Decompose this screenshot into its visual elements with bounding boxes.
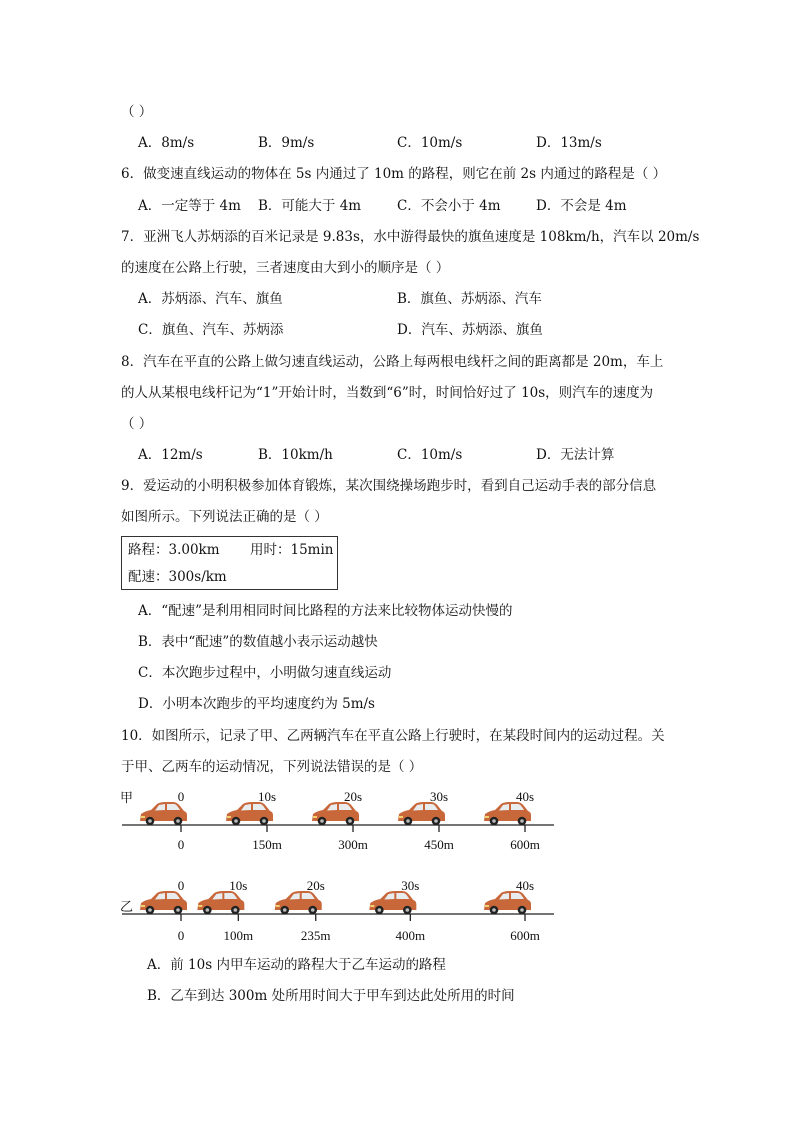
yi-distance-label: 0: [177, 928, 185, 943]
jia-time-label: 40s: [515, 789, 535, 804]
q5-tail: （ ）: [121, 104, 153, 120]
jia-time-label: 20s: [343, 789, 363, 804]
yi-distance-label: 235m: [300, 928, 331, 943]
q7-option-a[interactable]: A．苏炳添、汽车、旗鱼: [138, 291, 283, 307]
watch-time: 用时：15min: [250, 542, 334, 558]
yi-time-label: 20s: [306, 878, 325, 893]
yi-distance-label: 400m: [395, 928, 426, 943]
q7-option-c[interactable]: C．旗鱼、汽车、苏炳添: [138, 322, 284, 338]
q6-option-d[interactable]: D．不会是 4m: [536, 198, 627, 214]
q9-option-c[interactable]: C．本次跑步过程中，小明做匀速直线运动: [138, 665, 392, 681]
q6-option-b[interactable]: B．可能大于 4m: [258, 198, 362, 214]
yi-time-label: 40s: [515, 878, 535, 893]
q8-option-d[interactable]: D．无法计算: [536, 447, 615, 463]
q9-stem-line2: 如图所示。下列说法正确的是（ ）: [121, 509, 328, 525]
jia-car: [140, 802, 187, 825]
jia-time-label: 0: [177, 789, 185, 804]
jia-car: [484, 802, 531, 825]
q10-stem-line2: 于甲、乙两车的运动情况，下列说法错误的是（ ）: [121, 759, 423, 775]
q10-option-a[interactable]: A．前 10s 内甲车运动的路程大于乙车运动的路程: [147, 957, 446, 973]
jia-label: 甲: [120, 790, 134, 805]
jia-distance-label: 150m: [252, 837, 282, 852]
yi-time-label: 0: [177, 878, 185, 893]
yi-car: [140, 891, 187, 914]
q6-option-a[interactable]: A．一定等于 4m: [138, 198, 241, 214]
q10-option-b[interactable]: B．乙车到达 300m 处所用时间大于甲车到达此处所用的时间: [147, 988, 515, 1004]
yi-distance-label: 600m: [510, 928, 540, 943]
q8-option-c[interactable]: C．10m/s: [397, 447, 463, 463]
q9-option-d[interactable]: D．小明本次跑步的平均速度约为 5m/s: [138, 696, 375, 712]
jia-car: [226, 802, 273, 825]
q5-option-d[interactable]: D．13m/s: [536, 135, 602, 151]
jia-car: [398, 802, 445, 825]
q7-option-b[interactable]: B．旗鱼、苏炳添、汽车: [397, 291, 542, 307]
watch-distance: 路程：3.00km: [128, 542, 220, 558]
q7-option-d[interactable]: D．汽车、苏炳添、旗鱼: [397, 322, 543, 338]
q6-option-c[interactable]: C．不会小于 4m: [397, 198, 501, 214]
q5-option-a[interactable]: A．8m/s: [138, 135, 195, 151]
yi-label: 乙: [120, 899, 134, 914]
car-motion-figure: [118, 786, 558, 946]
yi-time-label: 30s: [401, 878, 420, 893]
q5-option-b[interactable]: B．9m/s: [258, 135, 315, 151]
q8-option-b[interactable]: B．10km/h: [258, 447, 333, 463]
q6-stem: 6．做变速直线运动的物体在 5s 内通过了 10m 的路程，则它在前 2s 内通过的路程是（ ）: [121, 166, 667, 182]
q8-stem-line1: 8．汽车在平直的公路上做匀速直线运动，公路上每两根电线杆之间的距离都是 20m，车上: [121, 354, 664, 370]
jia-distance-label: 450m: [424, 837, 454, 852]
yi-distance-label: 100m: [223, 928, 254, 943]
yi-car: [275, 891, 322, 914]
q8-stem-line3: （ ）: [121, 416, 153, 432]
q8-option-a[interactable]: A．12m/s: [138, 447, 203, 463]
q9-option-a[interactable]: A．“配速”是利用相同时间比路程的方法来比较物体运动快慢的: [138, 603, 513, 619]
q5-option-c[interactable]: C．10m/s: [397, 135, 463, 151]
q10-stem-line1: 10．如图所示，记录了甲、乙两辆汽车在平直公路上行驶时，在某段时间内的运动过程。关: [121, 728, 665, 744]
watch-pace: 配速：300s/km: [128, 569, 227, 585]
jia-time-label: 10s: [257, 789, 277, 804]
jia-distance-label: 600m: [510, 837, 540, 852]
yi-car: [369, 891, 416, 914]
q9-stem-line1: 9．爱运动的小明积极参加体育锻炼，某次围绕操场跑步时，看到自己运动手表的部分信息: [121, 478, 657, 494]
yi-car: [197, 891, 244, 914]
q7-stem-line1: 7．亚洲飞人苏炳添的百米记录是 9.83s，水中游得最快的旗鱼速度是 108km/h，汽车以 20m/s: [121, 229, 700, 245]
sport-watch-info-box: [121, 536, 338, 590]
jia-car: [312, 802, 359, 825]
yi-time-label: 10s: [229, 878, 248, 893]
jia-distance-label: 300m: [338, 837, 368, 852]
jia-time-label: 30s: [429, 789, 449, 804]
q8-stem-line2: 的人从某根电线杆记为“1”开始计时，当数到“6”时，时间恰好过了 10s，则汽车的速度为: [121, 385, 654, 401]
yi-car: [484, 891, 531, 914]
q7-stem-line2: 的速度在公路上行驶，三者速度由大到小的顺序是（ ）: [121, 260, 450, 276]
jia-distance-label: 0: [177, 837, 185, 852]
q9-option-b[interactable]: B．表中“配速”的数值越小表示运动越快: [138, 634, 378, 650]
